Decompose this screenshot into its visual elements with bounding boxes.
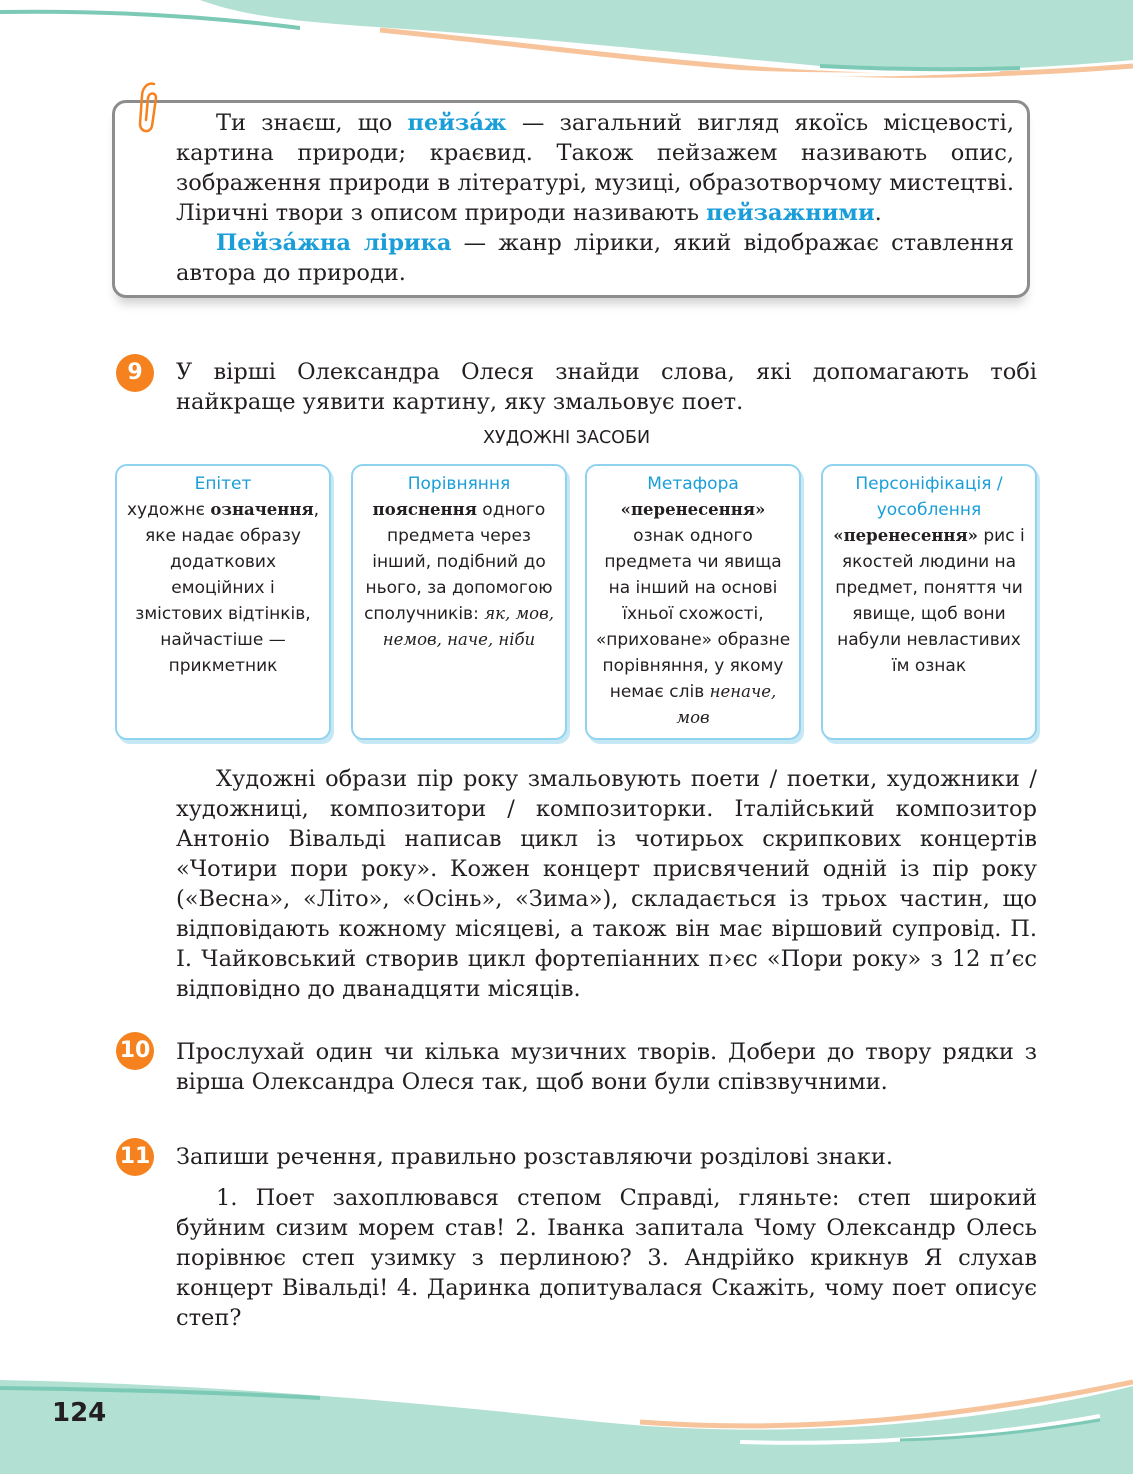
term-landscape: пейза́ж [407,110,507,136]
info-text [176,108,1014,288]
task-9-number-badge: 9 [116,354,154,392]
paperclip-icon [134,80,164,136]
card-title: Персоніфікація / уособлення [855,474,1003,520]
top-wave-decoration [0,0,1133,110]
bottom-wave-decoration [0,1360,1133,1474]
card-title: Епітет [194,474,252,494]
page-number: 124 [52,1398,107,1428]
card-body: «перенесення» ознак одного предмета чи явища на інший на основі їхньої схожості, «приховане» образне порівняння, у якому немає слів неначе, мов [595,500,791,727]
card-body: пояснення одного предмета через інший, подібний до нього, за допомогою сполучників: як, мов, немов, наче, ніби [364,500,554,649]
task-10-number-badge: 10 [116,1032,154,1070]
task-11-sentences: 1. Поет захоплювався степом Справді, гляньте: степ широкий буйним сизим морем став! 2. Іванка запитала Чому Олександр Олесь порівнює степ узимку з перлиною? 3. Андрійко крикнув Я слухав концерт Вівальді! 4. Даринка допитувалася Скажіть, чому поет описує степ? [176,1185,1037,1331]
info-paragraph-2: Пейза́жна лірика — жанр лірики, який відображає ставлення автора до природи. [176,230,1014,286]
card-metaphor [585,464,801,740]
card-comparison [351,464,567,740]
card-body: «перенесення» рис і якостей людини на предмет, поняття чи явище, щоб вони набули невластивих їм ознак [833,526,1025,676]
term-landscape-adj: пейзажними [706,200,875,226]
task-10-text: Прослухай один чи кілька музичних творів. Добери до твору рядки з вірша Олександра Олеся так, щоб вони були співзвучними. [176,1039,1037,1095]
card-personification [821,464,1037,740]
card-title: Порівняння [407,474,511,494]
info-paragraph-1: Ти знаєш, що пейза́ж — загальний вигляд якоїсь місцевості, картина природи; краєвид. Також пейзажем називають опис, зображення природи в літературі, музиці, образотворчому мистецтві. Ліричні твори з описом природи називають пейзажними. [176,110,1014,226]
task-11-number-badge: 11 [116,1138,154,1176]
task-9-text: У вірші Олександра Олеся знайди слова, які допомагають тобі найкраще уявити картину, яку змальовує поет. [176,359,1037,415]
task-11-text: Запиши речення, правильно розставляючи розділові знаки. [176,1144,894,1170]
term-landscape-lyrics: Пейза́жна лірика [216,230,452,256]
section-title: ХУДОЖНІ ЗАСОБИ [482,428,651,448]
card-title: Метафора [647,474,739,494]
card-body: художнє означення, яке надає образу додаткових емоційних і змістових відтінків, найчастіше — прикметник [126,500,320,676]
card-epithet [115,464,331,740]
seasons-paragraph: Художні образи пір року змальовують поети / поетки, художники / художниці, композитори / композиторки. Італійський композитор Антоніо Вівальді написав цикл із чотирьох скрипкових концертів «Чотири пори року». Кожен концерт присвячений одній із пір року («Весна», «Літо», «Осінь», «Зима»), складається із трьох частин, що відповідають кожному місяцеві, а також він має віршовий супровід. П. І. Чайковський створив цикл фортепіанних п›єс «Пори року» з 12 п’єс відповідно до дванадцяти місяців. [176,766,1037,1002]
